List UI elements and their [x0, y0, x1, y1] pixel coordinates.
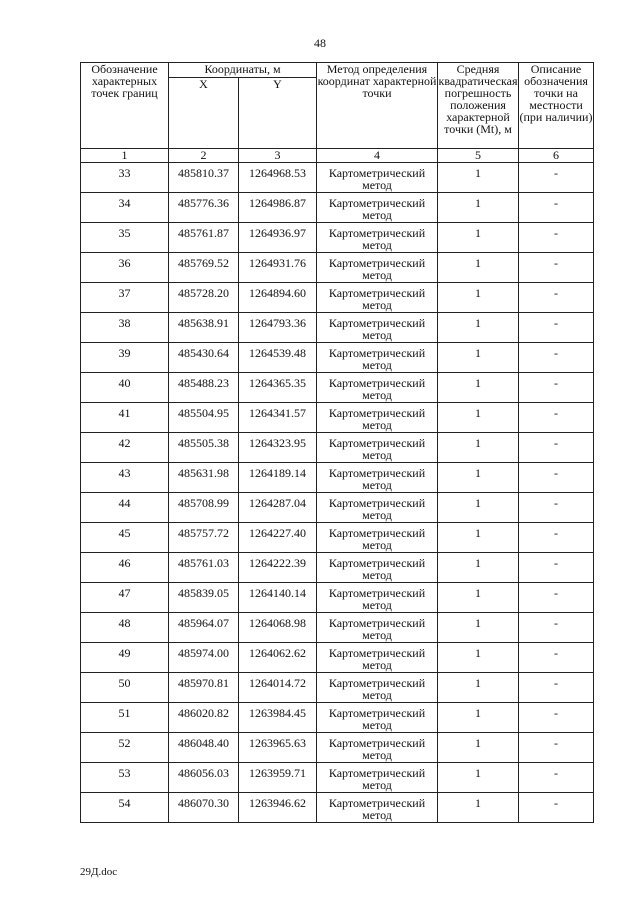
y-coordinate-cell: 1263959.71: [239, 763, 317, 793]
description-cell: -: [519, 433, 594, 463]
point-id-cell: 48: [81, 613, 169, 643]
table-row: [81, 793, 594, 823]
point-id-cell: 45: [81, 523, 169, 553]
point-id-cell: 40: [81, 373, 169, 403]
method-cell: Картометрический метод: [317, 673, 438, 703]
point-id-cell: 53: [81, 763, 169, 793]
error-cell: 1: [438, 523, 519, 553]
column-numbers-row: [81, 149, 594, 163]
error-cell: 1: [438, 733, 519, 763]
error-cell: 1: [438, 673, 519, 703]
error-cell: 1: [438, 193, 519, 223]
y-coordinate-cell: 1264931.76: [239, 253, 317, 283]
y-coordinate-cell: 1264140.14: [239, 583, 317, 613]
error-cell: 1: [438, 643, 519, 673]
header-designation: Обозначение характерных точек границ: [81, 63, 169, 149]
point-id-cell: 42: [81, 433, 169, 463]
table-row: [81, 373, 594, 403]
method-cell: Картометрический метод: [317, 403, 438, 433]
y-coordinate-cell: 1263946.62: [239, 793, 317, 823]
description-cell: -: [519, 643, 594, 673]
error-cell: 1: [438, 703, 519, 733]
x-coordinate-cell: 485839.05: [169, 583, 239, 613]
method-cell: Картометрический метод: [317, 433, 438, 463]
x-coordinate-cell: 486056.03: [169, 763, 239, 793]
x-coordinate-cell: 486020.82: [169, 703, 239, 733]
description-cell: -: [519, 163, 594, 193]
x-coordinate-cell: 485776.36: [169, 193, 239, 223]
coordinates-table: [80, 62, 594, 823]
description-cell: -: [519, 223, 594, 253]
column-number: 4: [317, 149, 438, 163]
header-y: Y: [239, 78, 317, 149]
x-coordinate-cell: 485504.95: [169, 403, 239, 433]
y-coordinate-cell: 1264341.57: [239, 403, 317, 433]
table-row: [81, 403, 594, 433]
x-coordinate-cell: 485430.64: [169, 343, 239, 373]
point-id-cell: 35: [81, 223, 169, 253]
table-row: [81, 673, 594, 703]
y-coordinate-cell: 1263965.63: [239, 733, 317, 763]
table-row: [81, 523, 594, 553]
description-cell: -: [519, 403, 594, 433]
method-cell: Картометрический метод: [317, 163, 438, 193]
description-cell: -: [519, 523, 594, 553]
description-cell: -: [519, 733, 594, 763]
error-cell: 1: [438, 373, 519, 403]
x-coordinate-cell: 485505.38: [169, 433, 239, 463]
column-number: 3: [239, 149, 317, 163]
error-cell: 1: [438, 163, 519, 193]
point-id-cell: 54: [81, 793, 169, 823]
error-cell: 1: [438, 463, 519, 493]
error-cell: 1: [438, 793, 519, 823]
x-coordinate-cell: 486048.40: [169, 733, 239, 763]
table-row: [81, 343, 594, 373]
header-coordinates: Координаты, м: [169, 63, 317, 78]
x-coordinate-cell: 485810.37: [169, 163, 239, 193]
description-cell: -: [519, 463, 594, 493]
point-id-cell: 47: [81, 583, 169, 613]
header-description: Описание обозначения точки на местности (при наличии): [519, 63, 594, 149]
point-id-cell: 50: [81, 673, 169, 703]
table-row: [81, 253, 594, 283]
description-cell: -: [519, 373, 594, 403]
method-cell: Картометрический метод: [317, 223, 438, 253]
column-number: 2: [169, 149, 239, 163]
error-cell: 1: [438, 613, 519, 643]
method-cell: Картометрический метод: [317, 643, 438, 673]
x-coordinate-cell: 485970.81: [169, 673, 239, 703]
y-coordinate-cell: 1264068.98: [239, 613, 317, 643]
point-id-cell: 46: [81, 553, 169, 583]
error-cell: 1: [438, 763, 519, 793]
header-error: Средняя квадратическая погрешность положения характерной точки (Mt), м: [438, 63, 519, 149]
table-row: [81, 463, 594, 493]
error-cell: 1: [438, 223, 519, 253]
column-number: 1: [81, 149, 169, 163]
method-cell: Картометрический метод: [317, 493, 438, 523]
y-coordinate-cell: 1264287.04: [239, 493, 317, 523]
y-coordinate-cell: 1264986.87: [239, 193, 317, 223]
y-coordinate-cell: 1264189.14: [239, 463, 317, 493]
header-x: X: [169, 78, 239, 149]
table-row: [81, 583, 594, 613]
y-coordinate-cell: 1264227.40: [239, 523, 317, 553]
description-cell: -: [519, 673, 594, 703]
x-coordinate-cell: 485761.03: [169, 553, 239, 583]
x-coordinate-cell: 485728.20: [169, 283, 239, 313]
x-coordinate-cell: 485769.52: [169, 253, 239, 283]
table-row: [81, 163, 594, 193]
y-coordinate-cell: 1264062.62: [239, 643, 317, 673]
point-id-cell: 52: [81, 733, 169, 763]
table-row: [81, 313, 594, 343]
method-cell: Картометрический метод: [317, 553, 438, 583]
error-cell: 1: [438, 493, 519, 523]
method-cell: Картометрический метод: [317, 463, 438, 493]
y-coordinate-cell: 1264936.97: [239, 223, 317, 253]
point-id-cell: 41: [81, 403, 169, 433]
point-id-cell: 39: [81, 343, 169, 373]
y-coordinate-cell: 1264968.53: [239, 163, 317, 193]
description-cell: -: [519, 193, 594, 223]
y-coordinate-cell: 1264793.36: [239, 313, 317, 343]
description-cell: -: [519, 553, 594, 583]
error-cell: 1: [438, 583, 519, 613]
x-coordinate-cell: 485638.91: [169, 313, 239, 343]
x-coordinate-cell: 485974.00: [169, 643, 239, 673]
table-row: [81, 553, 594, 583]
point-id-cell: 51: [81, 703, 169, 733]
method-cell: Картометрический метод: [317, 763, 438, 793]
description-cell: -: [519, 583, 594, 613]
description-cell: -: [519, 793, 594, 823]
table-row: [81, 643, 594, 673]
point-id-cell: 38: [81, 313, 169, 343]
x-coordinate-cell: 485757.72: [169, 523, 239, 553]
method-cell: Картометрический метод: [317, 523, 438, 553]
method-cell: Картометрический метод: [317, 583, 438, 613]
method-cell: Картометрический метод: [317, 793, 438, 823]
y-coordinate-cell: 1263984.45: [239, 703, 317, 733]
x-coordinate-cell: 486070.30: [169, 793, 239, 823]
y-coordinate-cell: 1264539.48: [239, 343, 317, 373]
method-cell: Картометрический метод: [317, 193, 438, 223]
x-coordinate-cell: 485964.07: [169, 613, 239, 643]
y-coordinate-cell: 1264222.39: [239, 553, 317, 583]
error-cell: 1: [438, 433, 519, 463]
x-coordinate-cell: 485761.87: [169, 223, 239, 253]
point-id-cell: 49: [81, 643, 169, 673]
table-row: [81, 703, 594, 733]
description-cell: -: [519, 313, 594, 343]
point-id-cell: 44: [81, 493, 169, 523]
y-coordinate-cell: 1264365.35: [239, 373, 317, 403]
table-row: [81, 733, 594, 763]
error-cell: 1: [438, 403, 519, 433]
method-cell: Картометрический метод: [317, 373, 438, 403]
column-number: 6: [519, 149, 594, 163]
error-cell: 1: [438, 253, 519, 283]
page-number: 48: [314, 36, 326, 50]
table-row: [81, 223, 594, 253]
point-id-cell: 34: [81, 193, 169, 223]
column-number: 5: [438, 149, 519, 163]
table-row: [81, 193, 594, 223]
method-cell: Картометрический метод: [317, 253, 438, 283]
description-cell: -: [519, 283, 594, 313]
description-cell: -: [519, 703, 594, 733]
method-cell: Картометрический метод: [317, 703, 438, 733]
description-cell: -: [519, 253, 594, 283]
description-cell: -: [519, 613, 594, 643]
x-coordinate-cell: 485488.23: [169, 373, 239, 403]
table-row: [81, 613, 594, 643]
table-row: [81, 493, 594, 523]
header-method: Метод определения координат характерной точки: [317, 63, 438, 149]
y-coordinate-cell: 1264323.95: [239, 433, 317, 463]
point-id-cell: 36: [81, 253, 169, 283]
y-coordinate-cell: 1264894.60: [239, 283, 317, 313]
method-cell: Картометрический метод: [317, 283, 438, 313]
point-id-cell: 33: [81, 163, 169, 193]
table-row: [81, 763, 594, 793]
error-cell: 1: [438, 313, 519, 343]
description-cell: -: [519, 343, 594, 373]
table-row: [81, 433, 594, 463]
method-cell: Картометрический метод: [317, 343, 438, 373]
description-cell: -: [519, 493, 594, 523]
y-coordinate-cell: 1264014.72: [239, 673, 317, 703]
method-cell: Картометрический метод: [317, 613, 438, 643]
method-cell: Картометрический метод: [317, 313, 438, 343]
point-id-cell: 43: [81, 463, 169, 493]
x-coordinate-cell: 485631.98: [169, 463, 239, 493]
error-cell: 1: [438, 343, 519, 373]
description-cell: -: [519, 763, 594, 793]
x-coordinate-cell: 485708.99: [169, 493, 239, 523]
table-row: [81, 283, 594, 313]
point-id-cell: 37: [81, 283, 169, 313]
footer-filename: 29Д.doc: [80, 866, 118, 878]
method-cell: Картометрический метод: [317, 733, 438, 763]
error-cell: 1: [438, 553, 519, 583]
error-cell: 1: [438, 283, 519, 313]
